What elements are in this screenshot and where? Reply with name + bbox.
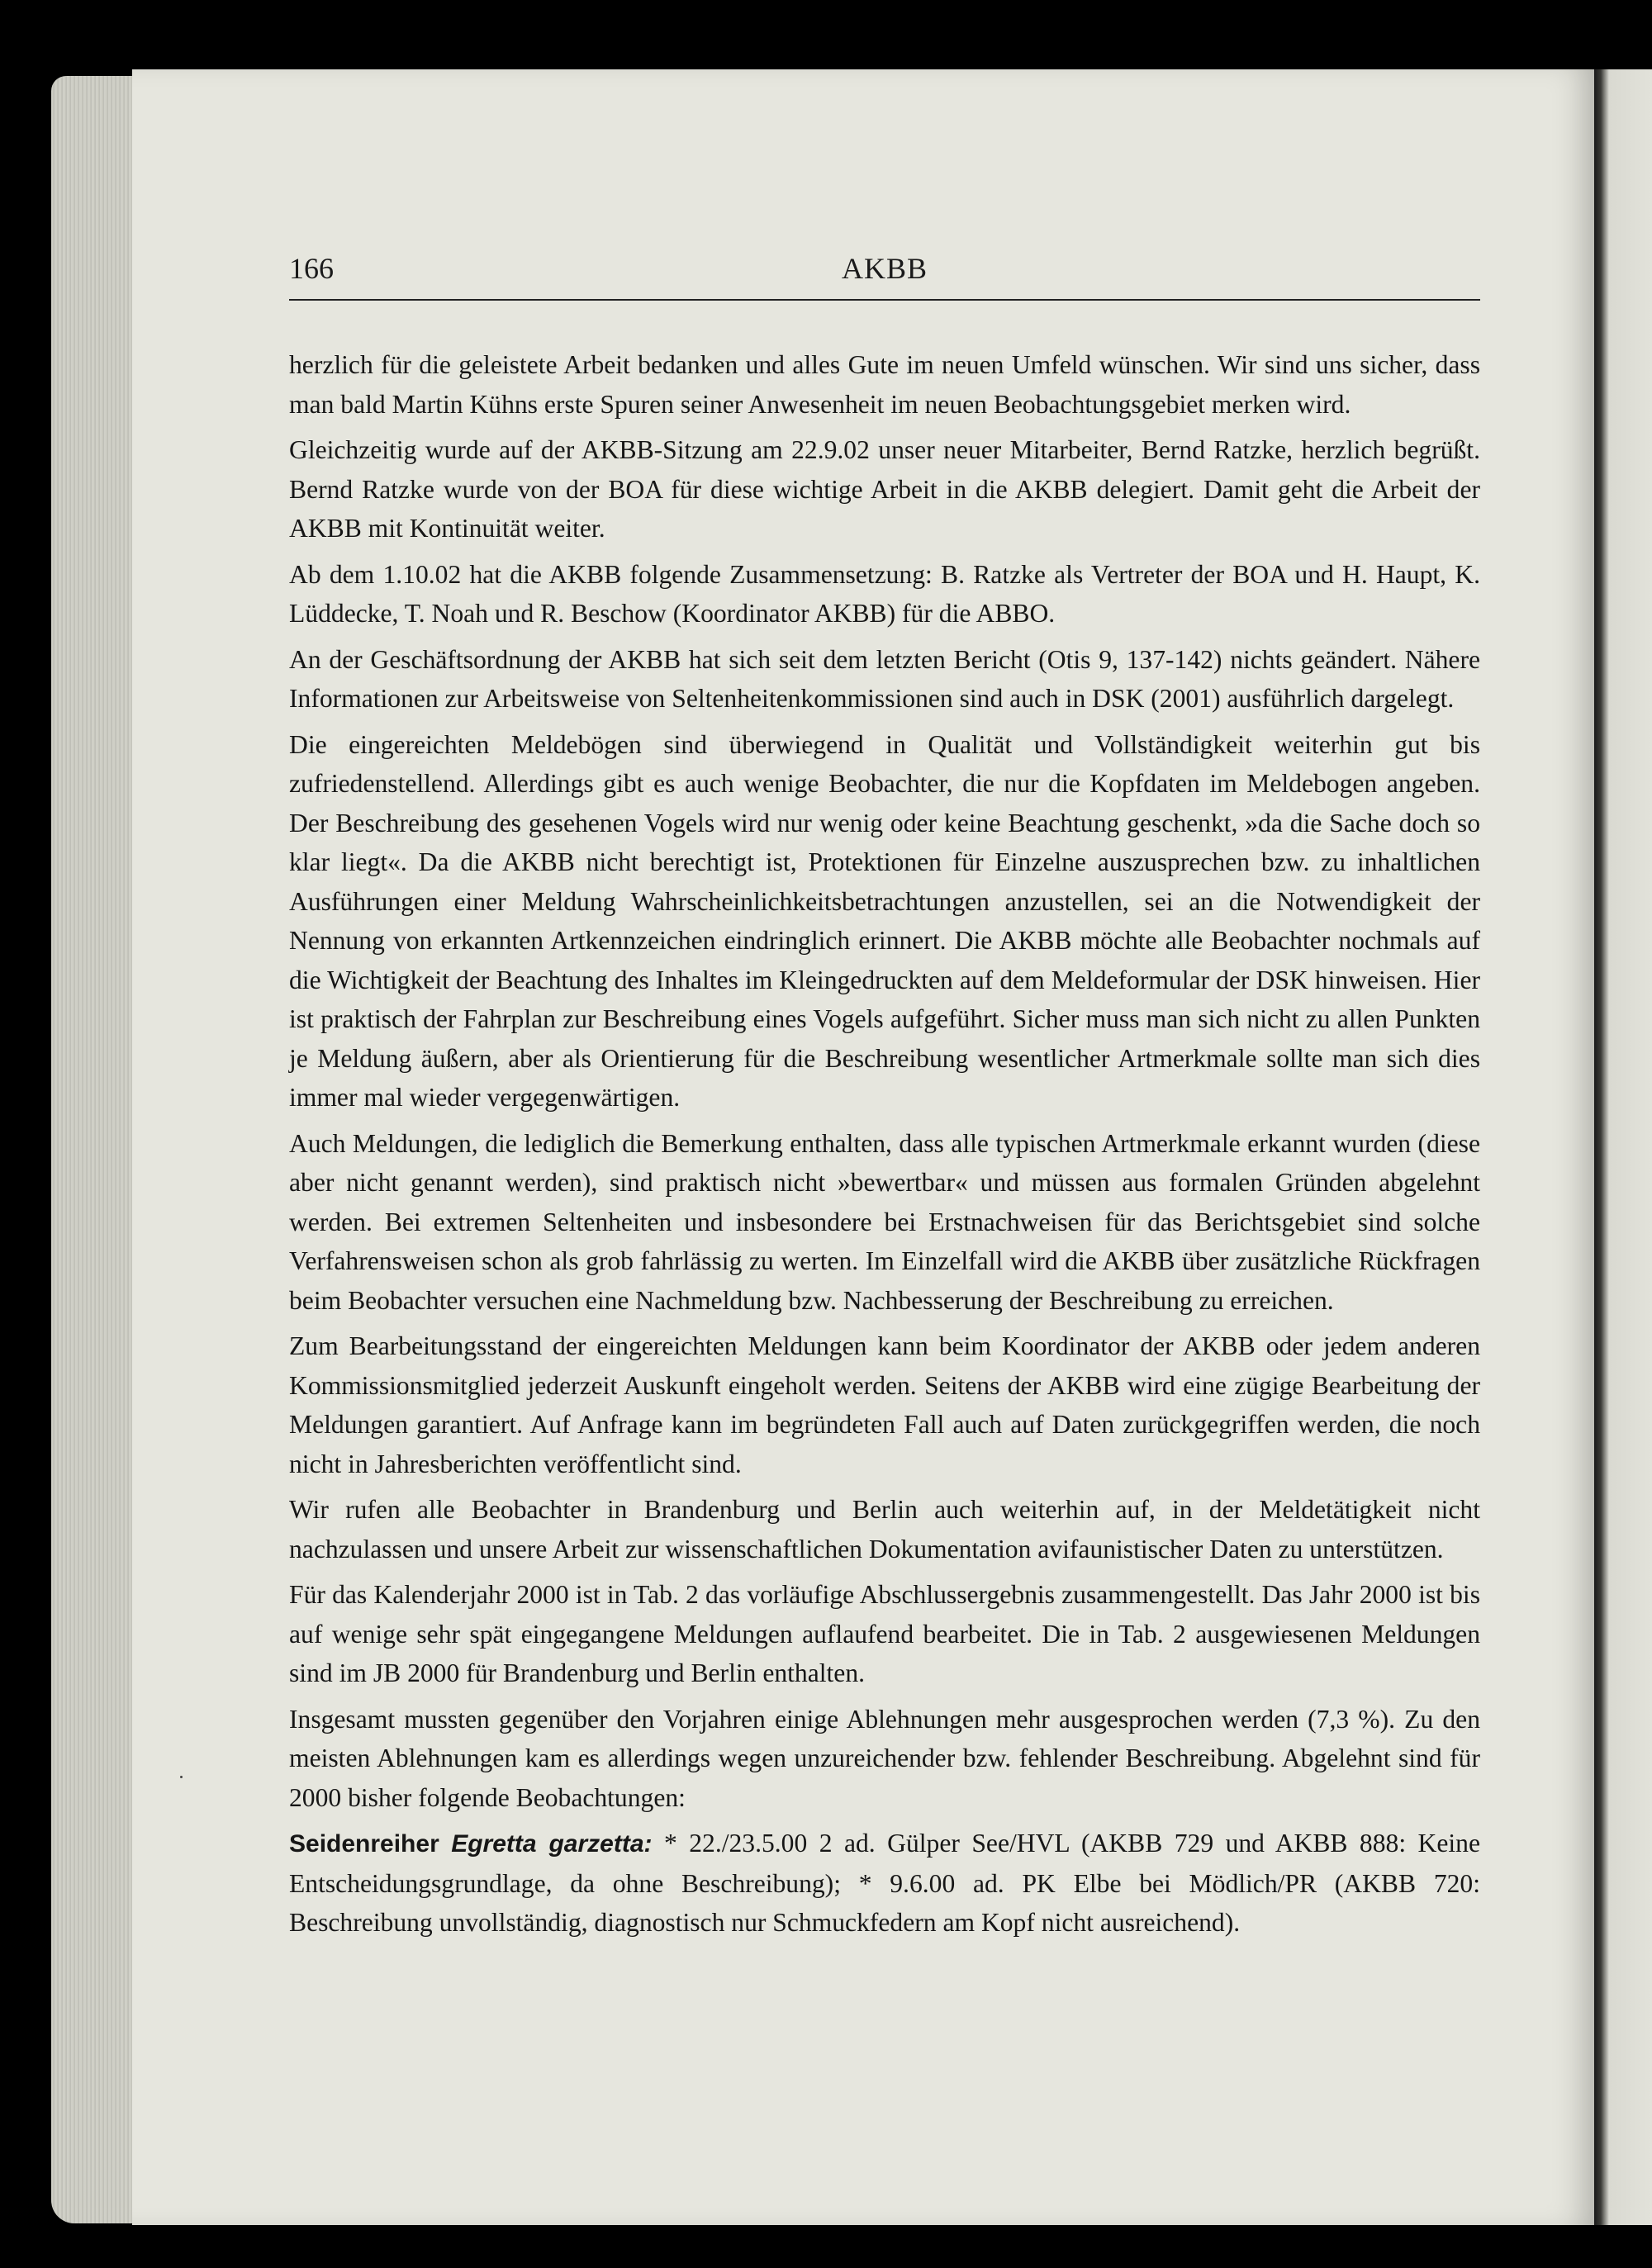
species-latin-name: Egretta garzetta: <box>451 1830 653 1858</box>
species-common-name: Seidenreiher <box>289 1830 439 1858</box>
species-entry <box>289 1824 1480 1943</box>
paragraph: Für das Kalenderjahr 2000 ist in Tab. 2 das vorläufige Abschlussergebnis zusammengestellt. Das Jahr 2000 ist bis auf wenige sehr spät eingegangene Meldungen auflaufend bearbeitet. Die in Tab. 2 ausgewiesenen Meldungen sind im JB 2000 für Brandenburg und Berlin enthalten. <box>289 1580 1480 1687</box>
facing-page-edge <box>1594 69 1652 2225</box>
paragraph: Zum Bearbeitungsstand der eingereichten Meldungen kann beim Koordinator der AKBB oder jedem anderen Kommissionsmitglied jederzeit Auskunft eingeholt werden. Seitens der AKBB wird eine zügige Bearbeitung der Meldungen garantiert. Auf Anfrage kann im begründeten Fall auch auf Daten zurückgegriffen werden, die noch nicht in Jahresberichten veröffentlicht sind. <box>289 1331 1480 1478</box>
paragraph: Gleichzeitig wurde auf der AKBB-Sitzung am 22.9.02 unser neuer Mitarbeiter, Bernd Ratzke, herzlich begrüßt. Bernd Ratzke wurde von der BOA für diese wichtige Arbeit in die AKBB delegiert. Damit geht die Arbeit der AKBB mit Kontinuität weiter. <box>289 435 1480 543</box>
dust-speck <box>180 1776 183 1778</box>
species-record-text: * 22./23.5.00 2 ad. Gülper See/HVL (AKBB 729 und AKBB 888: Keine Entscheidungsgrundlage, da ohne Beschreibung); * 9.6.00 ad. PK Elbe bei Mödlich/PR (AKBB 720: Beschreibung unvollständig, diagnostisch nur Schmuckfedern am Kopf nicht ausreichend). <box>289 1829 1480 1937</box>
paragraph: An der Geschäftsordnung der AKBB hat sich seit dem letzten Bericht (Otis 9, 137-142) nichts geändert. Nähere Informationen zur Arbeitsweise von Seltenheitenkommissionen sind auch in DSK (2001) ausführlich dargelegt. <box>289 644 1480 713</box>
paragraph: Wir rufen alle Beobachter in Brandenburg und Berlin auch weiterhin auf, in der Meldetätigkeit nicht nachzulassen und unsere Arbeit zur wissenschaftlichen Dokumentation avifaunistischer Daten zu unterstützen. <box>289 1495 1480 1563</box>
running-head: AKBB <box>841 252 928 285</box>
paragraph: Ab dem 1.10.02 hat die AKBB folgende Zusammensetzung: B. Ratzke als Vertreter der BOA und H. Haupt, K. Lüddecke, T. Noah und R. Beschow (Koordinator AKBB) für die ABBO. <box>289 559 1480 628</box>
paragraph: herzlich für die geleistete Arbeit bedanken und alles Gute im neuen Umfeld wünschen. Wir sind uns sicher, dass man bald Martin Kühns erste Spuren seiner Anwesenheit im neuen Beobachtungsgebiet merken wird. <box>289 350 1480 419</box>
paragraph: Die eingereichten Meldebögen sind überwiegend in Qualität und Vollständigkeit weiterhin gut bis zufriedenstellend. Allerdings gibt es auch wenige Beobachter, die nur die Kopfdaten im Meldebogen angeben. Der Beschreibung des gesehenen Vogels wird nur wenig oder keine Beachtung geschenkt, »da die Sache doch so klar liegt«. Da die AKBB nicht berechtigt ist, Protektionen für Einzelne auszusprechen bzw. zu inhaltlichen Ausführungen einer Meldung Wahrscheinlichkeitsbetrachtungen anzustellen, sei an die Notwendigkeit der Nennung von erkannten Artkennzeichen eindringlich erinnert. Die AKBB möchte alle Beobachter nochmals auf die Wichtigkeit der Beachtung des Inhaltes im Kleingedruckten auf dem Meldeformular der DSK hinweisen. Hier ist praktisch der Fahrplan zur Beschreibung eines Vogels aufgeführt. Sicher muss man sich nicht zu allen Punkten je Meldung äußern, aber als Orientierung für die Beschreibung wesentlicher Artmerkmale sollte man sich dies immer mal wieder vergegenwärtigen. <box>289 729 1480 1112</box>
page-number: 166 <box>289 252 334 285</box>
paragraph: Auch Meldungen, die lediglich die Bemerkung enthalten, dass alle typischen Artmerkmale erkannt wurden (diese aber nicht genannt werden), sind praktisch nicht »bewertbar« und müssen aus formalen Gründen abgelehnt werden. Bei extremen Seltenheiten und insbesondere bei Erstnachweisen für das Berichtsgebiet sind solche Verfahrensweisen schon als grob fahrlässig zu werten. Im Einzelfall wird die AKBB über zusätzliche Rückfragen beim Beobachter versuchen eine Nachmeldung bzw. Nachbesserung der Beschreibung zu erreichen. <box>289 1128 1480 1315</box>
paragraph: Insgesamt mussten gegenüber den Vorjahren einige Ablehnungen mehr ausgesprochen werden (7,3 %). Zu den meisten Ablehnungen kam es allerdings wegen unzureichender bzw. fehlender Beschreibung. Abgelehnt sind für 2000 bisher folgende Beobachtungen: <box>289 1704 1480 1812</box>
page-header <box>289 248 1480 301</box>
body-text <box>289 345 1480 1949</box>
